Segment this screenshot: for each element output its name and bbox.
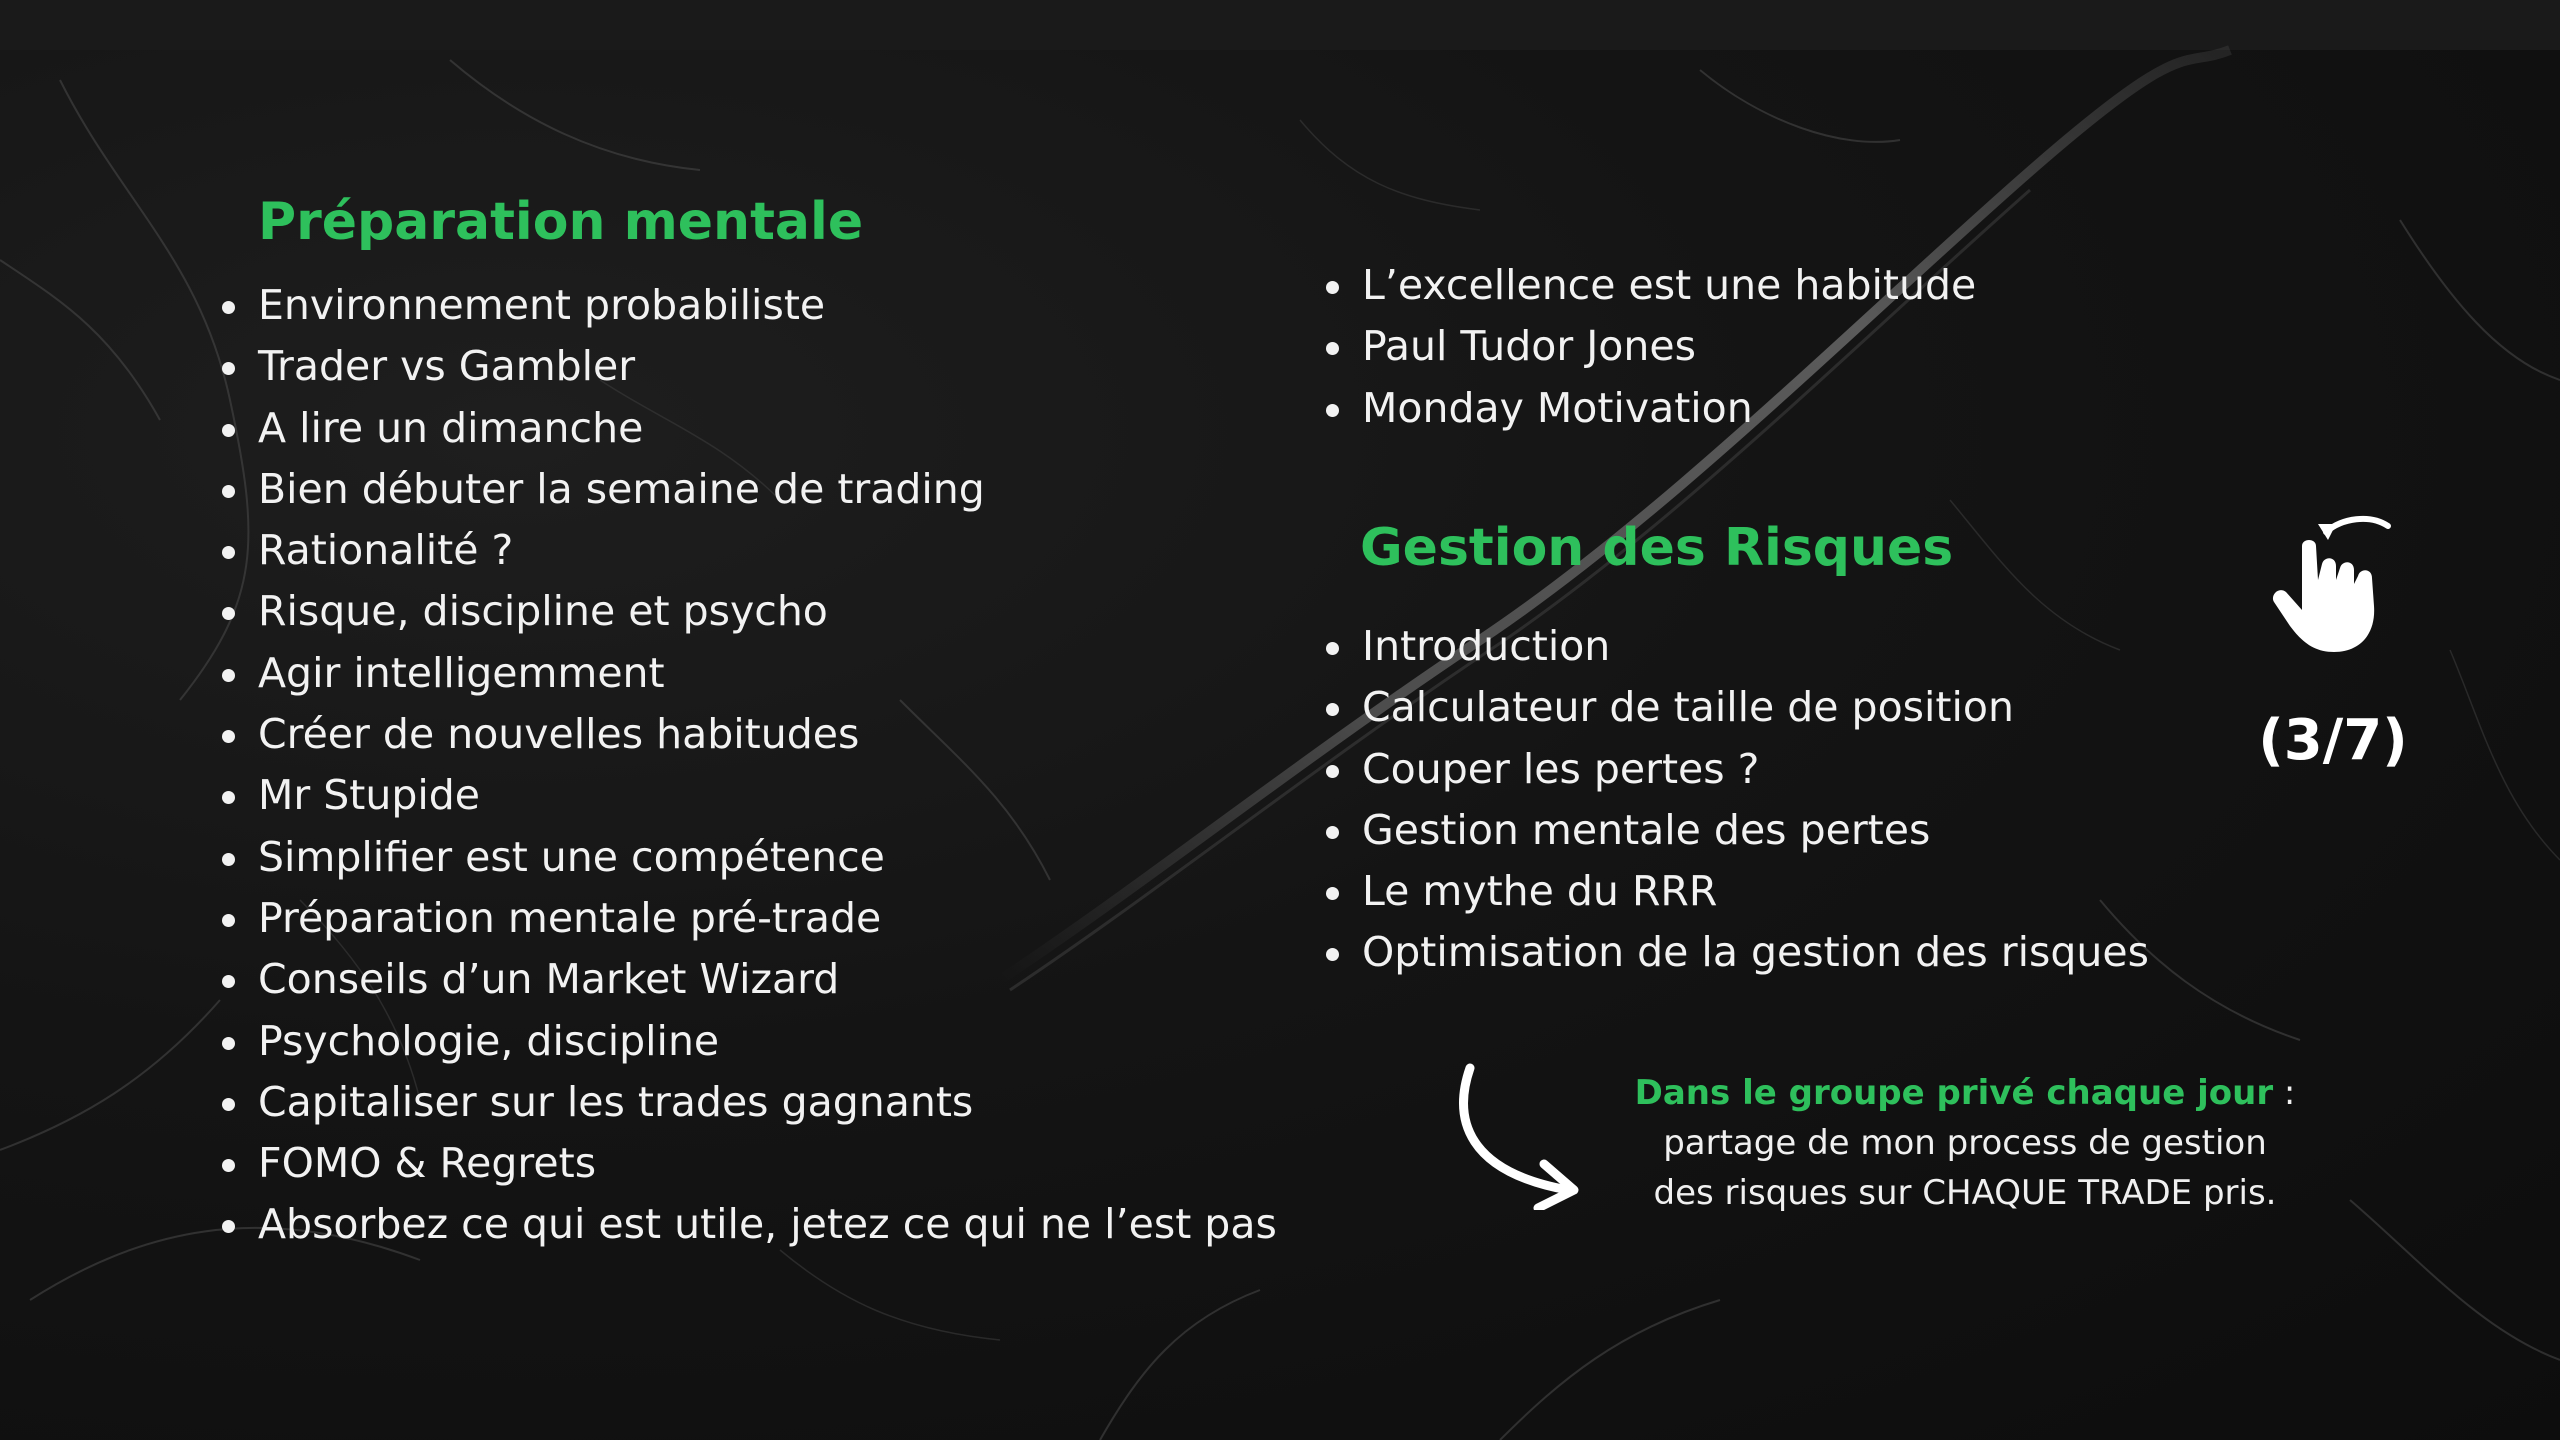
note-highlight: Dans le groupe privé chaque jour [1634,1073,2274,1113]
list-item: FOMO & Regrets [222,1133,1277,1194]
list-item: Introduction [1326,616,2149,677]
section-title-preparation-mentale: Préparation mentale [258,192,864,252]
preparation-mentale-list [222,275,1277,1256]
curved-arrow-icon [1448,1060,1588,1210]
section-title-gestion-des-risques: Gestion des Risques [1360,518,1954,578]
list-item: Simplifier est une compétence [222,827,1277,888]
list-item: Agir intelligemment [222,643,1277,704]
list-item: Optimisation de la gestion des risques [1326,922,2149,983]
note-line-2: partage de mon process de gestion [1663,1123,2267,1163]
list-item: Gestion mentale des pertes [1326,800,2149,861]
list-item: Conseils d’un Market Wizard [222,949,1277,1010]
list-item: Mr Stupide [222,765,1277,826]
list-item: L’excellence est une habitude [1326,255,1976,316]
list-item: Bien débuter la semaine de trading [222,459,1277,520]
list-item: Préparation mentale pré-trade [222,888,1277,949]
list-item: Risque, discipline et psycho [222,581,1277,642]
list-item: Créer de nouvelles habitudes [222,704,1277,765]
page-counter: (3/7) [2258,708,2408,773]
list-item: Capitaliser sur les trades gagnants [222,1072,1277,1133]
list-item: Trader vs Gambler [222,336,1277,397]
list-item: Rationalité ? [222,520,1277,581]
list-item: Le mythe du RRR [1326,861,2149,922]
list-item: Paul Tudor Jones [1326,316,1976,377]
gestion-des-risques-list [1326,616,2149,984]
note-colon: : [2273,1073,2296,1113]
preparation-mentale-list-continued [1326,255,1976,439]
note-line-1 [1600,1068,2330,1118]
list-item: Couper les pertes ? [1326,739,2149,800]
list-item: A lire un dimanche [222,398,1277,459]
list-item: Environnement probabiliste [222,275,1277,336]
note-line-3: des risques sur CHAQUE TRADE pris. [1653,1173,2277,1213]
list-item: Absorbez ce qui est utile, jetez ce qui ne l’est pas [222,1194,1277,1255]
swipe-hand-icon [2268,510,2408,660]
list-item: Calculateur de taille de position [1326,677,2149,738]
list-item: Monday Motivation [1326,378,1976,439]
list-item: Psychologie, discipline [222,1011,1277,1072]
private-group-note [1600,1068,2330,1218]
